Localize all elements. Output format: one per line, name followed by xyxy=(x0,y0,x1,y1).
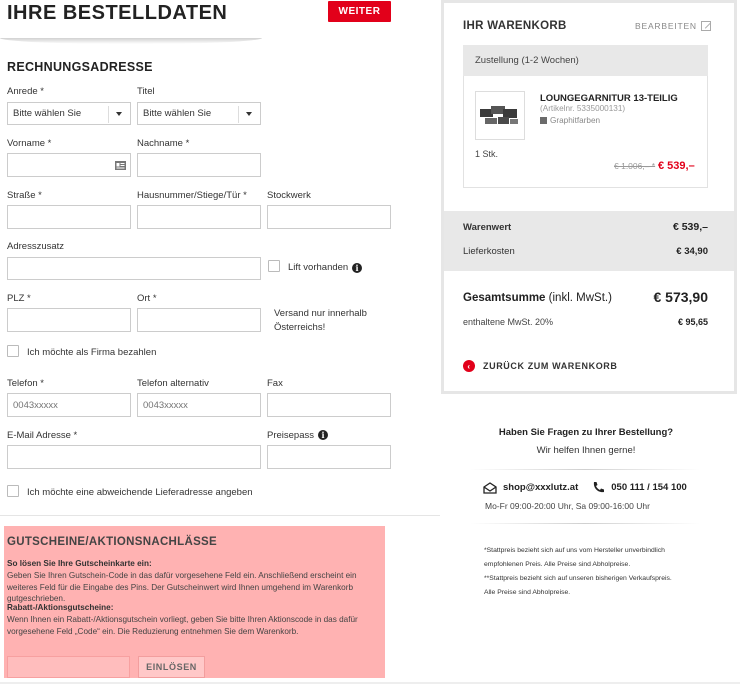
product-color xyxy=(540,116,600,125)
shipping-note: Versand nur innerhalb Österreichs! xyxy=(274,308,367,333)
email-label: E-Mail Adresse * xyxy=(7,430,78,441)
lift-checkbox[interactable] xyxy=(268,260,280,272)
back-to-cart-link[interactable] xyxy=(463,360,618,372)
select-separator xyxy=(108,106,109,123)
product-quantity: 1 Stk. xyxy=(475,149,499,159)
alt-delivery-checkbox[interactable] xyxy=(7,485,19,497)
email-input[interactable] xyxy=(7,445,261,469)
promo-text: Wenn Ihnen ein Rabatt-/Aktionsgutschein vorliegt, geben Sie bitte Ihren Aktionscode in das dafür vorgesehene Feld „Code“ ein. Die Reduzierung entnehmen Sie dem Warenkorb. xyxy=(7,615,358,636)
lift-label: Lift vorhanden xyxy=(288,262,349,273)
edit-label: BEARBEITEN xyxy=(635,21,697,31)
contact-row xyxy=(483,481,687,494)
edit-icon xyxy=(701,21,711,31)
city-label: Ort * xyxy=(137,293,157,304)
billing-section-title: RECHNUNGSADRESSE xyxy=(7,60,153,74)
page-title: IHRE BESTELLDATEN xyxy=(7,2,228,24)
city-input[interactable] xyxy=(137,308,261,332)
footnote-1-line-2: empfohlenen Preis. Alle Preise sind Abholpreise. xyxy=(484,561,631,568)
phone-alt-label: Telefon alternativ xyxy=(137,378,209,389)
fax-label: Fax xyxy=(267,378,283,389)
delivery-cost-label: Lieferkosten xyxy=(463,246,515,257)
company-checkbox[interactable] xyxy=(7,345,19,357)
chevron-down-icon xyxy=(116,112,122,116)
info-icon[interactable]: i xyxy=(352,263,362,273)
color-swatch xyxy=(540,117,547,124)
address-extra-label: Adresszusatz xyxy=(7,241,65,252)
coupon-code-input[interactable] xyxy=(7,656,130,678)
salutation-select[interactable] xyxy=(7,102,131,125)
info-icon[interactable]: i xyxy=(318,430,328,440)
help-question: Haben Sie Fragen zu Ihrer Bestellung? xyxy=(498,427,674,438)
contact-card-icon[interactable] xyxy=(115,161,126,170)
title-value: Bitte wählen Sie xyxy=(143,108,212,119)
fax-input[interactable] xyxy=(267,393,391,417)
help-divider xyxy=(470,469,700,470)
product-color-label: Graphitfarben xyxy=(550,116,601,125)
goods-value-label: Warenwert xyxy=(463,222,512,233)
total-suffix: (inkl. MwSt.) xyxy=(548,292,612,304)
totals-band xyxy=(444,211,734,271)
footnote-2-line-1: **Stattpreis bezieht sich auf unseren bisherigen Verkaufspreis. xyxy=(484,575,672,582)
salutation-value: Bitte wählen Sie xyxy=(13,108,82,119)
section-divider xyxy=(0,515,440,516)
phone-input[interactable] xyxy=(7,393,131,417)
cart-title: IHR WARENKORB xyxy=(463,20,567,32)
floor-input[interactable] xyxy=(267,205,391,229)
pricepass-label: Preisepass xyxy=(267,430,314,441)
vat-value: € 95,65 xyxy=(677,317,708,327)
delivery-info: Zustellung (1-2 Wochen) xyxy=(463,45,708,76)
title-label: Titel xyxy=(137,86,155,97)
opening-hours: Mo-Fr 09:00-20:00 Uhr, Sa 09:00-16:00 Uhr xyxy=(485,501,650,511)
envelope-icon xyxy=(483,482,497,494)
header-shadow xyxy=(0,38,262,44)
firstname-input[interactable] xyxy=(7,153,131,177)
title-select[interactable] xyxy=(137,102,261,125)
edit-cart-link[interactable] xyxy=(635,21,711,31)
old-price: € 1.006,– * xyxy=(614,161,656,171)
footnote-2-line-2: Alle Preise sind Abholpreise. xyxy=(484,589,571,596)
housenumber-input[interactable] xyxy=(137,205,261,229)
pricepass-input[interactable] xyxy=(267,445,391,469)
housenumber-label: Hausnummer/Stiege/Tür * xyxy=(137,190,247,201)
firstname-label: Vorname * xyxy=(7,138,52,149)
voucher-heading: So lösen Sie Ihre Gutscheinkarte ein: xyxy=(7,559,152,568)
contact-phone[interactable]: 050 111 / 154 100 xyxy=(611,482,687,493)
help-subtitle: Wir helfen Ihnen gerne! xyxy=(536,445,636,456)
footnote-1-line-1: *Stattpreis bezieht sich auf uns vom Hersteller unverbindlich xyxy=(484,547,665,554)
zip-label: PLZ * xyxy=(7,293,31,304)
product-name[interactable]: LOUNGEGARNITUR 13-TEILIG xyxy=(540,93,678,104)
promo-heading: Rabatt-/Aktionsgutscheine: xyxy=(7,603,114,612)
chevron-down-icon xyxy=(246,112,252,116)
new-price: € 539,– xyxy=(658,160,695,172)
help-divider xyxy=(470,523,700,524)
chevron-left-icon: ‹ xyxy=(463,360,475,372)
street-input[interactable] xyxy=(7,205,131,229)
company-label: Ich möchte als Firma bezahlen xyxy=(27,347,157,358)
lounge-set-icon xyxy=(476,92,524,139)
lastname-label: Nachname * xyxy=(137,138,190,149)
select-separator xyxy=(238,106,239,123)
phone-icon xyxy=(592,481,605,494)
contact-email[interactable]: shop@xxxlutz.at xyxy=(503,482,579,493)
delivery-cost: € 34,90 xyxy=(676,246,708,257)
street-label: Straße * xyxy=(7,190,42,201)
back-label: ZURÜCK ZUM WARENKORB xyxy=(483,361,618,371)
floor-label: Stockwerk xyxy=(267,190,311,201)
phone-label: Telefon * xyxy=(7,378,44,389)
address-extra-input[interactable] xyxy=(7,257,261,280)
total-value: € 573,90 xyxy=(653,289,708,305)
zip-input[interactable] xyxy=(7,308,131,332)
phone-alt-input[interactable] xyxy=(137,393,261,417)
goods-value: € 539,– xyxy=(672,221,708,233)
salutation-label: Anrede * xyxy=(7,86,44,97)
vat-label: enthaltene MwSt. 20% xyxy=(463,317,554,327)
product-image[interactable] xyxy=(475,91,525,140)
lastname-input[interactable] xyxy=(137,153,261,177)
total-label-text: Gesamtsumme xyxy=(463,292,546,304)
continue-button[interactable]: WEITER xyxy=(328,1,391,22)
coupon-title: GUTSCHEINE/AKTIONSNACHLÄSSE xyxy=(7,536,218,548)
total-label xyxy=(463,292,612,304)
redeem-button[interactable]: EINLÖSEN xyxy=(138,656,205,678)
voucher-text: Geben Sie Ihren Gutschein-Code in das dafür vorgesehene Feld ein. Anschließend erscheint ein weiteres Feld für die Eingabe des Pins. Der Gutscheinwert wird Ihnen umgehend im Warenkorb gutgeschrieben. xyxy=(7,571,357,603)
product-article-number: (Artikelnr. 5335000131) xyxy=(540,104,626,113)
alt-delivery-label: Ich möchte eine abweichende Lieferadresse angeben xyxy=(27,487,253,498)
